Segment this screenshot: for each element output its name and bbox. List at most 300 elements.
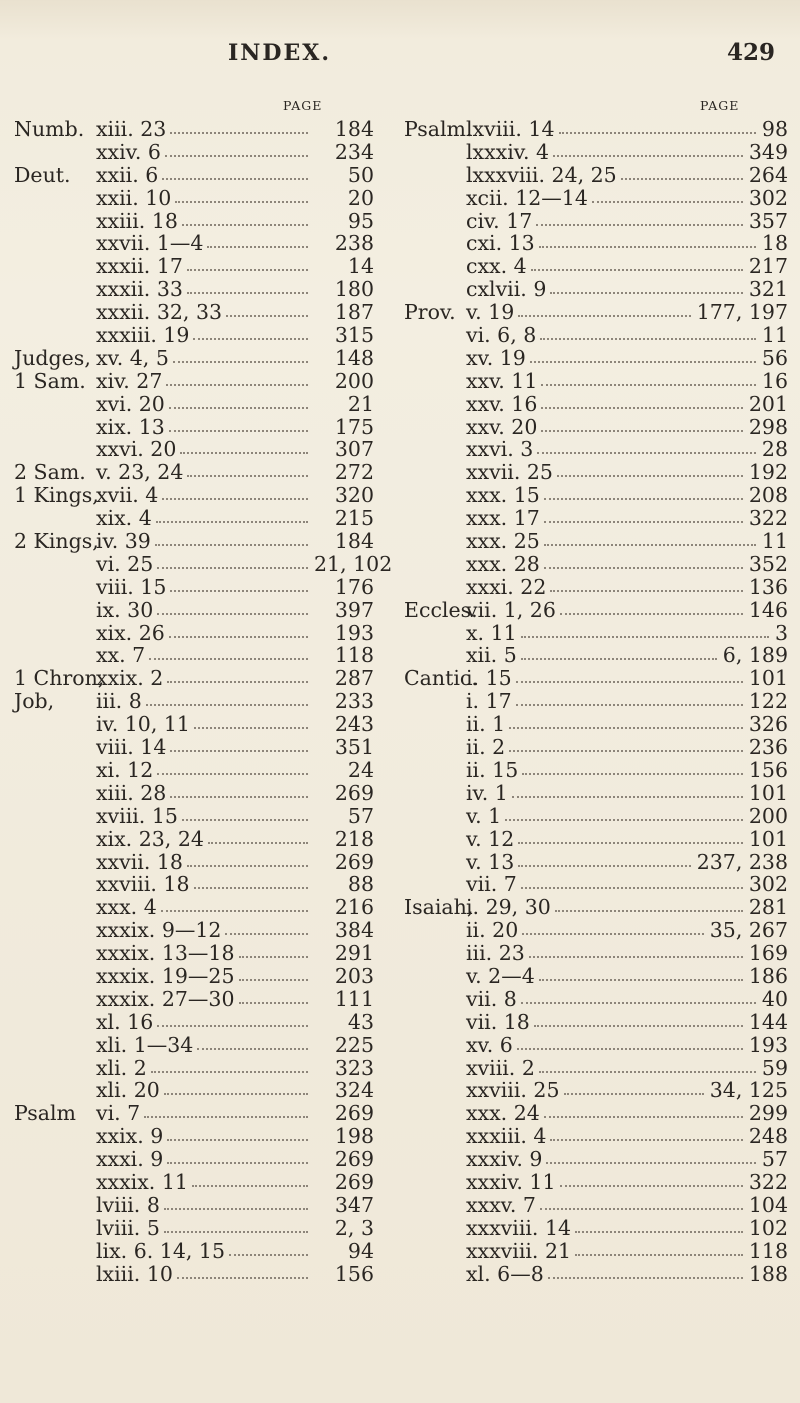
verse-reference: xxxii. 33 [96, 277, 183, 302]
page-reference: 11 [761, 323, 788, 348]
page-reference: 184 [334, 529, 374, 554]
page-reference: 201 [748, 391, 788, 416]
page-reference: 208 [748, 483, 788, 508]
dot-leader [187, 269, 308, 271]
index-entry [404, 232, 788, 255]
page-reference: 397 [334, 597, 374, 622]
index-entry [14, 507, 374, 530]
page-reference: 298 [748, 414, 788, 439]
dot-leader [536, 224, 743, 226]
dot-leader [164, 1231, 308, 1233]
index-entry [404, 1125, 788, 1148]
book-name: Deut. [14, 162, 71, 187]
index-entry [404, 1217, 788, 1240]
page-reference: 35, 267 [709, 918, 788, 943]
index-entry [14, 1057, 374, 1080]
page-reference: 216 [334, 895, 374, 920]
dot-leader [229, 1254, 308, 1256]
dot-leader [151, 1071, 308, 1073]
verse-reference: xl. 6—8 [466, 1261, 544, 1286]
index-entry [14, 141, 374, 164]
page-reference: 50 [347, 162, 374, 187]
book-name: Isaiah, [404, 895, 474, 920]
dot-leader [521, 887, 743, 889]
verse-reference: xxx. 28 [466, 551, 540, 576]
dot-leader [521, 1002, 756, 1004]
index-entry [404, 301, 788, 324]
index-entry [14, 805, 374, 828]
verse-reference: xxxi. 22 [466, 574, 547, 599]
verse-reference: xxvi. 3 [466, 437, 534, 462]
page-reference: 144 [748, 1009, 788, 1034]
verse-reference: iii. 23 [466, 941, 525, 966]
index-entry [14, 324, 374, 347]
page-reference: 302 [748, 872, 788, 897]
index-entry [404, 759, 788, 782]
verse-reference: xi. 12 [96, 757, 154, 782]
index-entry [404, 118, 788, 141]
verse-reference: xxxiii. 4 [466, 1124, 547, 1149]
dot-leader [550, 1139, 743, 1141]
dot-leader [516, 681, 743, 683]
page-reference: 307 [334, 437, 374, 462]
dot-leader [553, 155, 743, 157]
index-entry [404, 1034, 788, 1057]
dot-leader [157, 567, 308, 569]
verse-reference: iv. 39 [96, 529, 151, 554]
index-entry [404, 576, 788, 599]
page-reference: 272 [334, 460, 374, 485]
page-reference: 248 [748, 1124, 788, 1149]
verse-reference: xxvii. 1—4 [96, 231, 204, 256]
page-reference: 218 [334, 826, 374, 851]
page-reference: 236 [748, 735, 788, 760]
index-entry [404, 370, 788, 393]
verse-reference: lxiii. 10 [96, 1261, 173, 1286]
page-reference: 180 [334, 277, 374, 302]
page-reference: 18 [761, 231, 788, 256]
dot-leader [621, 178, 743, 180]
dot-leader [180, 452, 308, 454]
page-reference: 349 [748, 139, 788, 164]
page-reference: 21 [347, 391, 374, 416]
page-reference: 34, 125 [709, 1078, 788, 1103]
index-entry [404, 644, 788, 667]
index-entry [404, 1171, 788, 1194]
dot-leader [155, 544, 308, 546]
verse-reference: vi. 6, 8 [466, 323, 537, 348]
verse-reference: xxxix. 13—18 [96, 941, 235, 966]
index-entry [14, 1011, 374, 1034]
verse-reference: lviii. 8 [96, 1192, 160, 1217]
dot-leader [162, 498, 308, 500]
index-entry [14, 828, 374, 851]
verse-reference: xli. 20 [96, 1078, 160, 1103]
index-entry [14, 118, 374, 141]
dot-leader [560, 1185, 743, 1187]
dot-leader [544, 1116, 743, 1118]
dot-leader [509, 727, 743, 729]
verse-reference: vi. 25 [96, 551, 154, 576]
verse-reference: xxxii. 17 [96, 254, 183, 279]
page-reference: 225 [334, 1032, 374, 1057]
book-name: 2 Sam. [14, 460, 86, 485]
index-entry [14, 210, 374, 233]
verse-reference: v. 12 [466, 826, 515, 851]
index-entry [404, 1240, 788, 1263]
index-entry [14, 347, 374, 370]
index-entry [14, 438, 374, 461]
page-reference: 102 [748, 1215, 788, 1240]
dot-leader [239, 979, 308, 981]
verse-reference: xxxix. 19—25 [96, 963, 235, 988]
page-reference: 148 [334, 345, 374, 370]
index-entry [404, 1079, 788, 1102]
page-reference: 351 [334, 735, 374, 760]
page-reference: 347 [334, 1192, 374, 1217]
page-reference: 322 [748, 1169, 788, 1194]
dot-leader [170, 132, 308, 134]
page-reference: 28 [761, 437, 788, 462]
dot-leader [194, 887, 308, 889]
verse-reference: xxii. 10 [96, 185, 172, 210]
index-entry [14, 896, 374, 919]
index-entry [404, 461, 788, 484]
page-reference: 269 [334, 1101, 374, 1126]
dot-leader [239, 956, 308, 958]
dot-leader [170, 750, 308, 752]
dot-leader [187, 292, 308, 294]
index-entry [404, 805, 788, 828]
dot-leader [544, 544, 756, 546]
dot-leader [539, 1071, 756, 1073]
page-reference: 16 [761, 368, 788, 393]
dot-leader [156, 521, 308, 523]
index-entry [14, 1217, 374, 1240]
page-reference: 20 [347, 185, 374, 210]
verse-reference: i. 15 [466, 666, 512, 691]
book-name: Eccles. [404, 597, 478, 622]
index-entry [14, 416, 374, 439]
index-entry [404, 164, 788, 187]
index-entry [404, 187, 788, 210]
dot-leader [541, 430, 743, 432]
page-reference: 243 [334, 712, 374, 737]
page-reference: 176 [334, 574, 374, 599]
index-entry [404, 210, 788, 233]
dot-leader [518, 842, 743, 844]
verse-reference: cxx. 4 [466, 254, 527, 279]
page-reference: 169 [748, 941, 788, 966]
dot-leader [157, 1025, 308, 1027]
dot-leader [505, 819, 743, 821]
page-reference: 175 [334, 414, 374, 439]
verse-reference: xxxiv. 9 [466, 1147, 543, 1172]
page-reference: 101 [748, 780, 788, 805]
dot-leader [182, 819, 308, 821]
dot-leader [167, 1139, 308, 1141]
dot-leader [564, 1093, 704, 1095]
book-name: Judges, [14, 345, 91, 370]
verse-reference: xxxviii. 14 [466, 1215, 572, 1240]
dot-leader [521, 658, 717, 660]
index-entry [404, 713, 788, 736]
dot-leader [161, 910, 308, 912]
dot-leader [540, 1208, 743, 1210]
verse-reference: xv. 6 [466, 1032, 513, 1057]
index-entry [404, 942, 788, 965]
verse-reference: ii. 1 [466, 712, 506, 737]
dot-leader [167, 1162, 308, 1164]
index-entry [404, 553, 788, 576]
page-reference: 384 [334, 918, 374, 943]
index-entry [404, 599, 788, 622]
dot-leader [516, 704, 743, 706]
index-entry [14, 255, 374, 278]
index-column-right [404, 118, 788, 1285]
verse-reference: i. 29, 30 [466, 895, 551, 920]
dot-leader [192, 1185, 308, 1187]
verse-reference: xvi. 20 [96, 391, 165, 416]
page-reference: 104 [748, 1192, 788, 1217]
dot-leader [187, 475, 308, 477]
index-entry [404, 1011, 788, 1034]
dot-leader [544, 567, 743, 569]
verse-reference: xxviii. 25 [466, 1078, 560, 1103]
page-reference: 88 [347, 872, 374, 897]
index-entry [14, 551, 393, 576]
dot-leader [518, 865, 691, 867]
verse-reference: xxix. 2 [96, 666, 164, 691]
page-number: 429 [727, 39, 776, 66]
dot-leader [529, 956, 743, 958]
page-reference: 192 [748, 460, 788, 485]
index-entry [14, 919, 374, 942]
book-name: 1 Kings, [14, 483, 99, 508]
index-entry [14, 782, 374, 805]
page-reference: 43 [347, 1009, 374, 1034]
verse-reference: civ. 17 [466, 208, 533, 233]
dot-leader [541, 384, 756, 386]
dot-leader [560, 613, 743, 615]
verse-reference: xxx. 25 [466, 529, 540, 554]
dot-leader [165, 155, 308, 157]
verse-reference: xv. 19 [466, 345, 526, 370]
index-entry [14, 576, 374, 599]
verse-reference: xxx. 4 [96, 895, 157, 920]
verse-reference: xxv. 11 [466, 368, 538, 393]
dot-leader [207, 246, 308, 248]
index-entry [14, 393, 374, 416]
page-reference: 320 [334, 483, 374, 508]
index-entry [404, 1148, 788, 1171]
page-reference: 217 [748, 254, 788, 279]
dot-leader [530, 361, 756, 363]
index-column-left [14, 117, 393, 1286]
verse-reference: xxvii. 25 [466, 460, 553, 485]
verse-reference: xxxiv. 11 [466, 1169, 556, 1194]
dot-leader [157, 773, 308, 775]
page-reference: 322 [748, 506, 788, 531]
dot-leader [167, 681, 308, 683]
page-reference: 233 [334, 689, 374, 714]
dot-leader [164, 1208, 308, 1210]
verse-reference: v. 13 [466, 849, 515, 874]
verse-reference: xxxii. 32, 33 [96, 300, 223, 325]
index-entry [404, 1057, 788, 1080]
verse-reference: xii. 5 [466, 643, 517, 668]
dot-leader [194, 727, 308, 729]
page-reference: 188 [748, 1261, 788, 1286]
verse-reference: iii. 8 [96, 689, 142, 714]
page-reference: 234 [334, 139, 374, 164]
dot-leader [522, 773, 743, 775]
book-name: Psalm. [404, 117, 473, 141]
dot-leader [517, 1048, 743, 1050]
dot-leader [575, 1231, 743, 1233]
index-entry [14, 1171, 374, 1194]
page-reference: 40 [761, 986, 788, 1011]
dot-leader [537, 452, 756, 454]
verse-reference: cxi. 13 [466, 231, 535, 256]
book-name: 1 Chron, [14, 666, 105, 691]
verse-reference: vi. 7 [96, 1101, 141, 1126]
book-name: 1 Sam. [14, 368, 86, 393]
index-entry [404, 851, 788, 874]
page-reference: 269 [334, 849, 374, 874]
page-reference: 118 [748, 1238, 788, 1263]
page-reference: 122 [748, 689, 788, 714]
index-entry [14, 736, 374, 759]
index-entry [14, 301, 374, 324]
index-entry [404, 1102, 788, 1125]
index-entry [404, 255, 788, 278]
verse-reference: xv. 4, 5 [96, 345, 169, 370]
index-entry [14, 1034, 374, 1057]
index-entry [14, 965, 374, 988]
dot-leader [534, 1025, 743, 1027]
page-reference: 215 [334, 506, 374, 531]
index-entry [14, 942, 374, 965]
page-reference: 24 [347, 757, 374, 782]
dot-leader [170, 796, 308, 798]
verse-reference: vii. 7 [466, 872, 517, 897]
dot-leader [555, 910, 743, 912]
page-reference: 57 [347, 803, 374, 828]
verse-reference: xxxviii. 21 [466, 1238, 572, 1263]
index-entry [14, 713, 374, 736]
verse-reference: viii. 15 [96, 574, 167, 599]
verse-reference: xxii. 6 [96, 162, 159, 187]
page-reference: 94 [347, 1238, 374, 1263]
verse-reference: xxxix. 11 [96, 1169, 188, 1194]
index-entry [14, 1148, 374, 1171]
verse-reference: xx. 7 [96, 643, 146, 668]
verse-reference: xxx. 15 [466, 483, 540, 508]
verse-reference: ix. 30 [96, 597, 154, 622]
dot-leader [548, 1277, 743, 1279]
page-reference: 186 [748, 963, 788, 988]
page-reference: 357 [748, 208, 788, 233]
dot-leader [575, 1254, 743, 1256]
dot-leader [169, 407, 308, 409]
page-reference: 177, 197 [696, 300, 788, 325]
verse-reference: xxxi. 9 [96, 1147, 164, 1172]
dot-leader [169, 636, 308, 638]
index-entry [404, 622, 788, 645]
dot-leader [559, 132, 756, 134]
page-column-label-left: PAGE [283, 98, 323, 113]
verse-reference: ii. 2 [466, 735, 506, 760]
page-reference: 200 [334, 368, 374, 393]
page-reference: 193 [334, 620, 374, 645]
dot-leader [518, 315, 691, 317]
dot-leader [166, 384, 308, 386]
verse-reference: xl. 16 [96, 1009, 154, 1034]
page-reference: 95 [347, 208, 374, 233]
index-entry [14, 759, 374, 782]
dot-leader [157, 613, 308, 615]
index-entry [404, 1263, 788, 1286]
index-entry [404, 896, 788, 919]
page-reference: 321 [748, 277, 788, 302]
index-entry [14, 164, 374, 187]
book-name: Psalm [14, 1101, 76, 1126]
dot-leader [540, 338, 756, 340]
index-entry [14, 690, 374, 713]
verse-reference: xviii. 15 [96, 803, 178, 828]
page-reference: 98 [761, 117, 788, 141]
verse-reference: xxxix. 9—12 [96, 918, 222, 943]
dot-leader [539, 979, 743, 981]
verse-reference: ii. 20 [466, 918, 519, 943]
verse-reference: xiv. 27 [96, 368, 163, 393]
index-entry [404, 141, 788, 164]
dot-leader [144, 1116, 308, 1118]
verse-reference: xxxv. 7 [466, 1192, 536, 1217]
verse-reference: xxv. 16 [466, 391, 538, 416]
index-entry [404, 690, 788, 713]
verse-reference: xxxiii. 19 [96, 323, 190, 348]
dot-leader [226, 315, 308, 317]
page-reference: 56 [761, 345, 788, 370]
index-entry [14, 873, 374, 896]
verse-reference: xli. 2 [96, 1055, 147, 1080]
verse-reference: xiii. 23 [96, 117, 167, 141]
index-entry [14, 370, 374, 393]
verse-reference: viii. 14 [96, 735, 167, 760]
verse-reference: vii. 1, 26 [466, 597, 556, 622]
index-entry [14, 1102, 374, 1125]
page-reference: 269 [334, 1169, 374, 1194]
page-reference: 281 [748, 895, 788, 920]
page-reference: 118 [334, 643, 374, 668]
verse-reference: v. 2—4 [466, 963, 535, 988]
index-entry [404, 393, 788, 416]
index-entry [14, 1079, 374, 1102]
dot-leader [187, 865, 308, 867]
index-entry [404, 416, 788, 439]
page-reference: 200 [748, 803, 788, 828]
index-entry [404, 667, 788, 690]
index-entry [14, 232, 374, 255]
running-head-title: INDEX. [228, 40, 331, 66]
index-entry [14, 187, 374, 210]
dot-leader [193, 338, 308, 340]
book-name: Prov. [404, 300, 456, 325]
verse-reference: ii. 15 [466, 757, 519, 782]
page-reference: 2, 3 [334, 1215, 374, 1240]
